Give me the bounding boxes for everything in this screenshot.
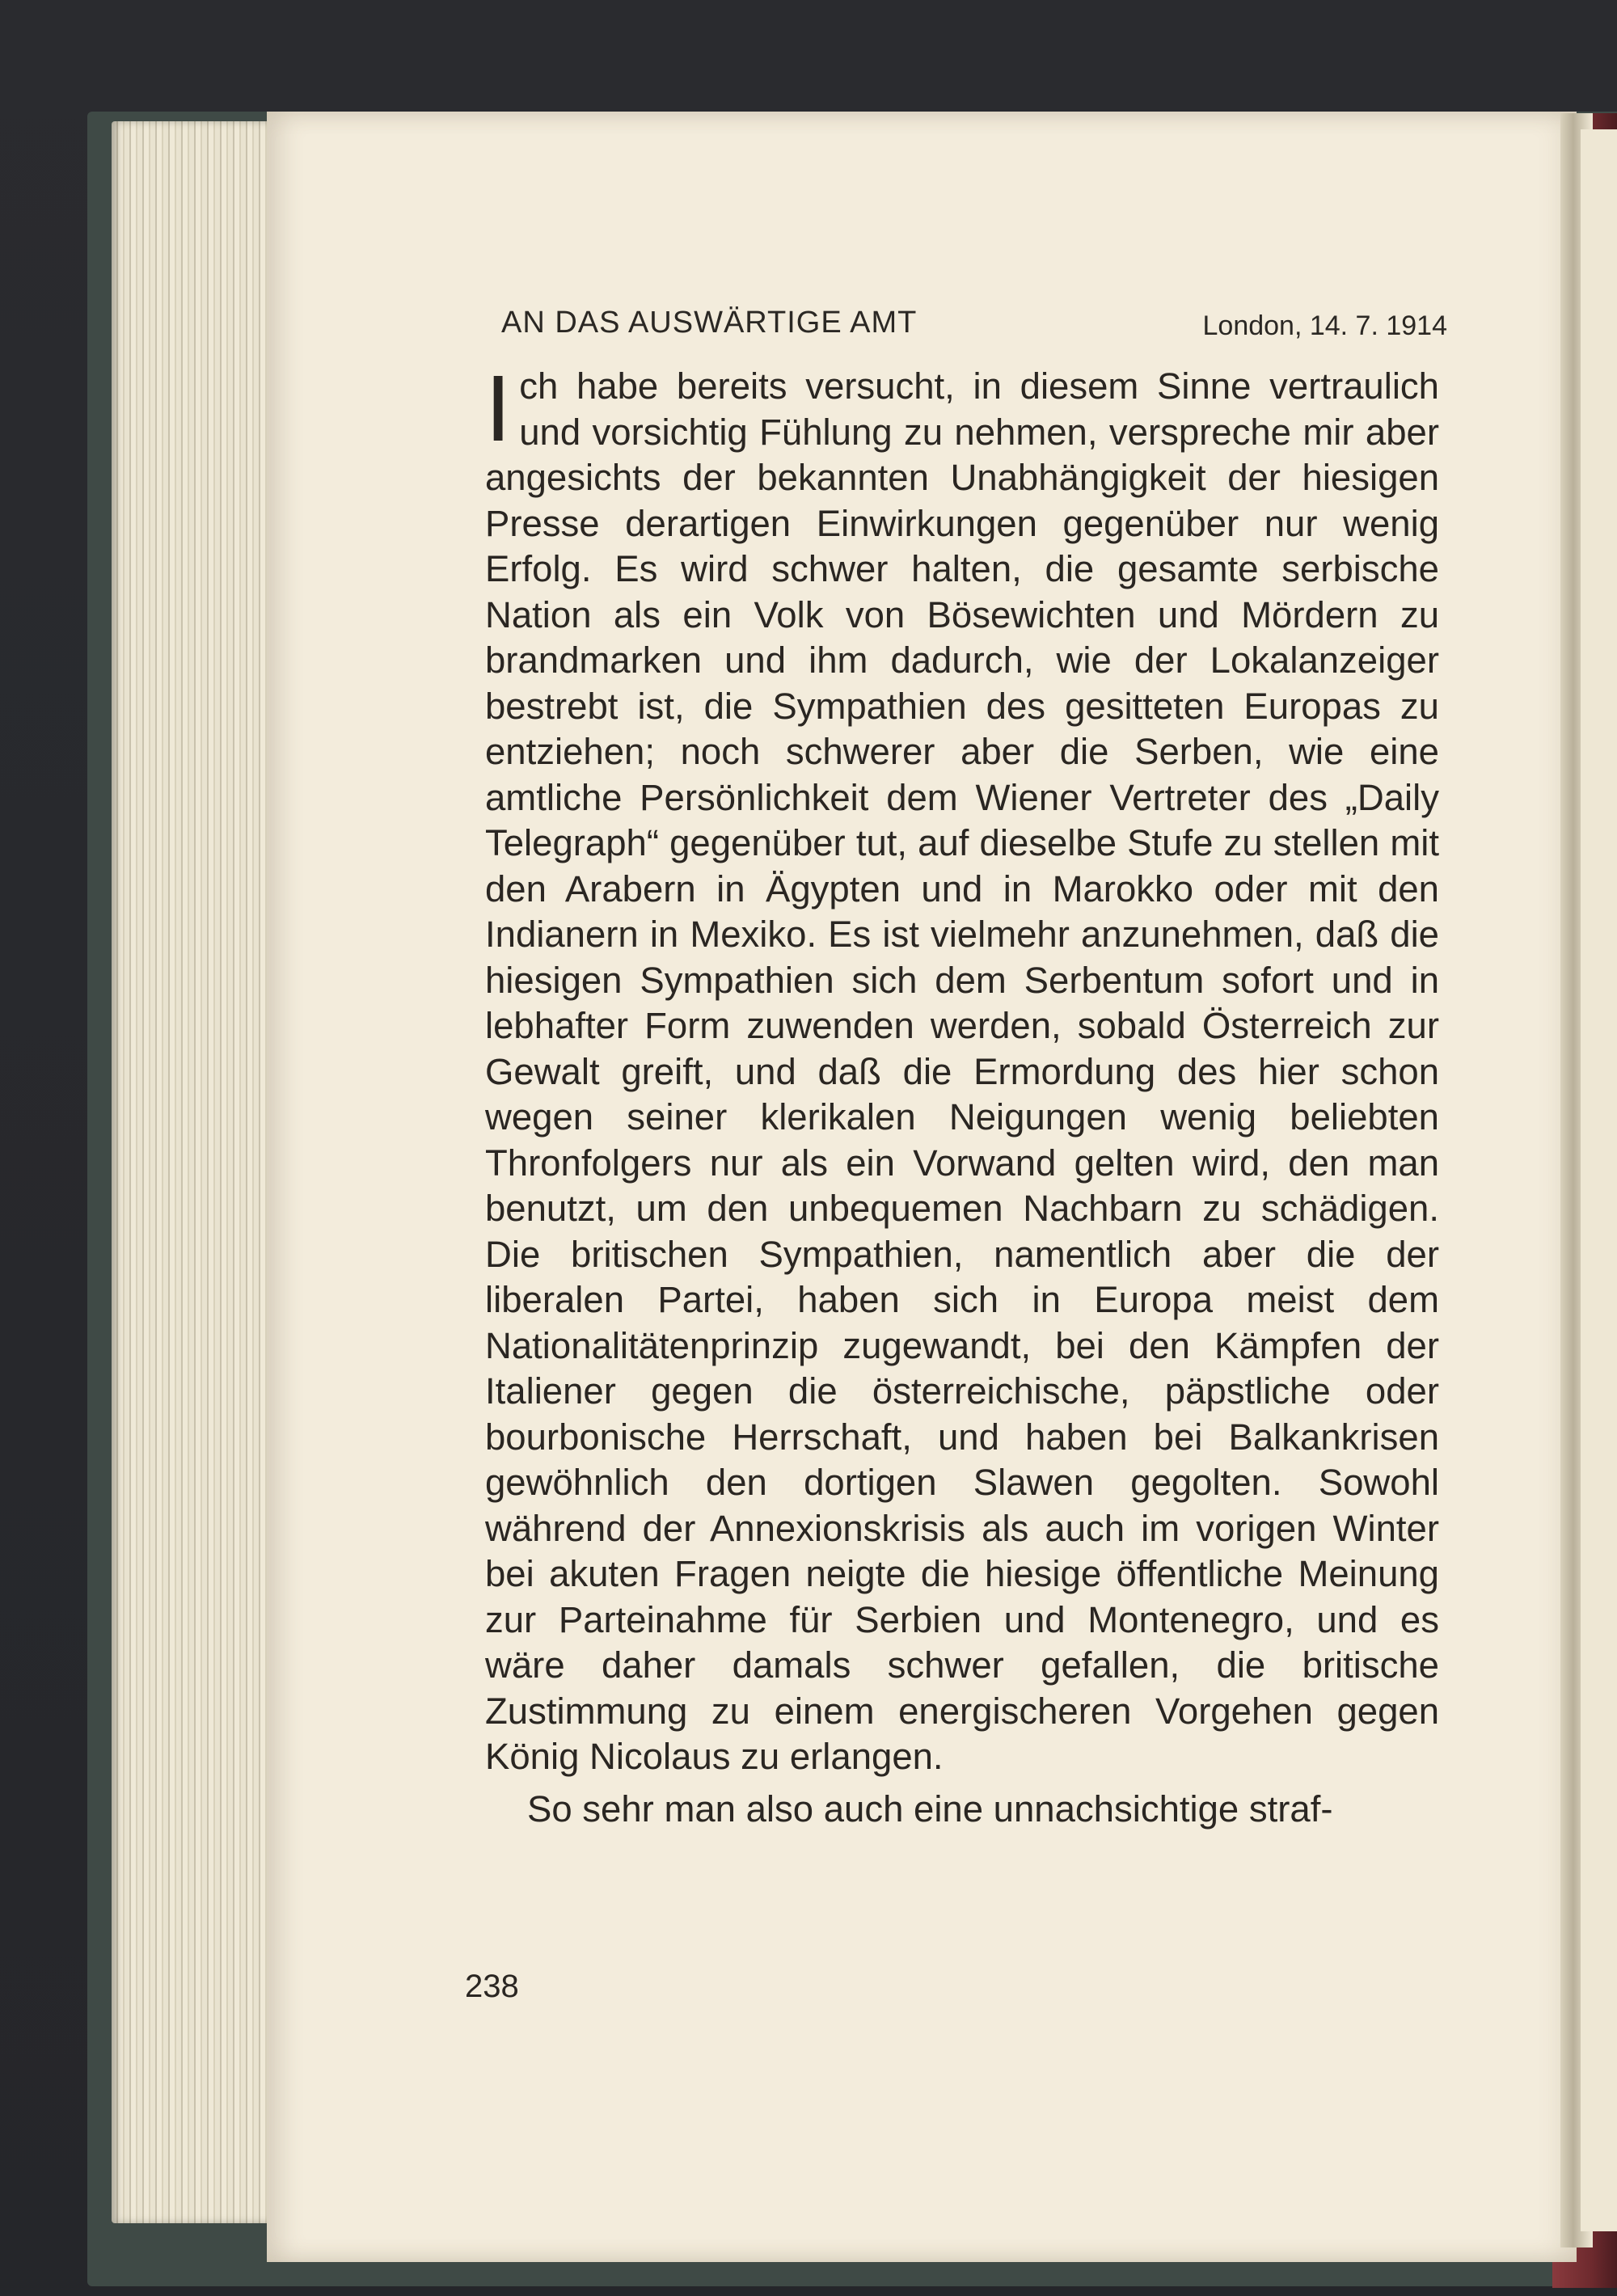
running-head [501, 306, 1447, 354]
running-head-title: AN DAS AUSWÄRTIGE AMT [501, 306, 918, 340]
page-edges [112, 121, 289, 2223]
page-number: 238 [465, 1969, 519, 2004]
drop-cap: I [485, 356, 512, 461]
paragraph-1-text: ch habe bereits versucht, in diesem Sinne vertraulich und vorsichtig Fühlung zu nehmen, verspreche mir aber angesichts der bekannten Unabhängigkeit der hiesigen Presse derartigen Einwirkungen gegenüber nur wenig Erfolg. Es wird schwer halten, die gesamte serbische Nation als ein Volk von Bösewichten und Mördern zu brandmarken und ihm dadurch, wie der Lokalanzeiger bestrebt ist, die Sympathien des gesitteten Europas zu entziehen; noch schwerer aber die Serben, wie eine amtliche Persönlichkeit dem Wiener Vertreter des „Daily Telegraph“ gegenüber tut, auf dieselbe Stufe zu stellen mit den Arabern in Ägypten und in Marokko oder mit den Indianern in Mexiko. Es ist vielmehr anzunehmen, daß die hiesigen Sympathien sich dem Serbentum sofort und in lebhafter Form zuwenden werden, sobald Österreich zur Gewalt greift, und daß die Ermordung des hier schon wegen seiner klerikalen Neigungen wenig beliebten Thronfolgers nur als ein Vorwand gelten wird, den man benutzt, um den unbequemen Nachbarn zu schädigen. Die britischen Sympathien, namentlich aber die der liberalen Partei, haben sich in Europa meist dem Nationalitätenprinzip zugewandt, bei den Kämpfen der Italiener gegen die österreichische, päpstliche oder bourbonische Herrschaft, und haben bei Balkankrisen gewöhnlich den dortigen Slawen gegolten. Sowohl während der Annexionskrisis als auch im vorigen Winter bei akuten Fragen neigte die hiesige öffentliche Meinung zur Parteinahme für Serbien und Montenegro, und es wäre daher damals schwer gefallen, die britische Zustimmung zu einem energischeren Vorgehen gegen König Nicolaus zu erlangen. [485, 365, 1439, 1777]
paragraph-1 [485, 356, 1439, 1780]
running-head-date: London, 14. 7. 1914 [1202, 310, 1447, 341]
facing-page-edge [1581, 129, 1617, 2231]
paragraph-2: So sehr man also auch eine unnachsichtige straf- [527, 1787, 1333, 1830]
body-text [485, 356, 1439, 1832]
